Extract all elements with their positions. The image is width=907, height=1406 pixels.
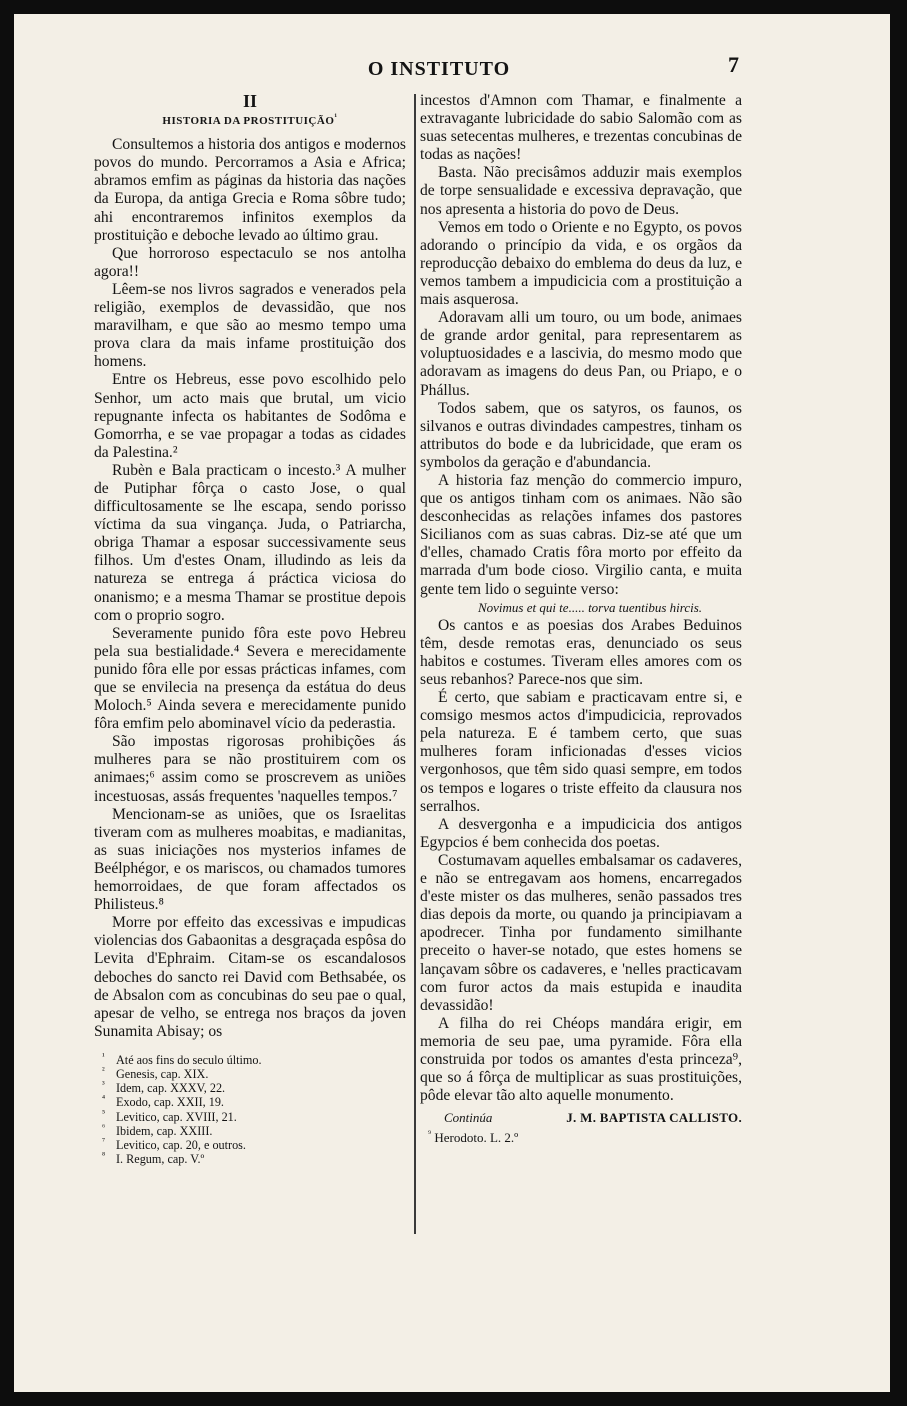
paragraph: A desvergonha e a impudicicia dos antigos Egypcios é bem conhecida dos poetas.	[420, 815, 742, 851]
footnote-text: Exodo, cap. XXII, 19.	[116, 1095, 224, 1110]
footnote-text: Levitico, cap. 20, e outros.	[116, 1138, 246, 1153]
paragraph: Rubèn e Bala practicam o incesto.³ A mulher de Putiphar fôrça o casto Jose, o qual difficultosamente se lhe escapa, sendo porisso víctima da sua vingança. Juda, o Patriarcha, obriga Thamar a esposar successivamente seus filhos. Um d'estes Onam, illudindo as leis da natureza se entrega á práctica viciosa do onanismo; e a mesma Thamar se prostitue depois com o proprio sogro.	[94, 461, 406, 624]
footnote: ⁸ I. Regum, cap. V.º	[102, 1150, 205, 1167]
paragraph: Todos sabem, que os satyros, os faunos, os silvanos e outras divindades campestres, tinham os attributos do bode e da lubricidade, que eram os symbolos da geração e d'abundancia.	[420, 399, 742, 471]
paragraph: Costumavam aquelles embalsamar os cadaveres, e não se entregavam aos homens, encarregados d'este mister os das mulheres, senão passados tres dias depois da morte, ou quando ja principiavam a apodrecer. Tinha por fundamento similhante preceito o haver-se notado, que estes homens se lançavam sôbre os cadaveres, e 'nelles practicavam com furor actos da mais estupida e inaudita devassidão!	[420, 851, 742, 1014]
paragraph: Adoravam alli um touro, ou um bode, animaes de grande ardor genital, para representarem as voluptuosidades e a lascivia, do mesmo modo que adoravam as imagens do deus Pan, ou Priapo, e o Phállus.	[420, 309, 742, 399]
paragraph: A filha do rei Chéops mandára erigir, em memoria de seu pae, uma pyramide. Fôra ella construida por todos os amantes d'esta princeza⁹, que so á fôrça de multiplicar as suas prostituições, pôde elevar tão alto aquelle monumento.	[420, 1014, 742, 1105]
signature-line	[420, 1109, 742, 1127]
paragraph: Entre os Hebreus, esse povo escolhido pelo Senhor, um acto mais que brutal, um vicio repugnante infecta os habitantes de Sodôma e Gomorrha, e se vae propagar a todas as cidades da Palestina.²	[94, 371, 406, 461]
left-column	[94, 92, 406, 1167]
footnote-text: I. Regum, cap. V.º	[116, 1152, 205, 1167]
footnote-text: Levitico, cap. XVIII, 21.	[116, 1109, 237, 1124]
footnote: ⁶ Ibidem, cap. XXIII.	[102, 1121, 213, 1138]
paragraph: São impostas rigorosas prohibições ás mulheres para se não prostituirem com os animaes;⁶ assim como se proscrevem as uniões incestuosas, assás frequentes 'naquelles tempos.⁷	[94, 733, 406, 805]
paragraph: Vemos em todo o Oriente e no Egypto, os povos adorando o princípio da vida, e os orgãos da reproducção debaixo do emblema do deus da luz, e vemos tambem a impudicicia com a prostituição a mais asquerosa.	[420, 218, 742, 309]
footnote-mark: ⁹	[428, 1129, 432, 1140]
section-title-footnote-mark: ¹	[334, 111, 338, 122]
paragraph: Os cantos e as poesias dos Arabes Beduinos têm, desde remotas eras, denunciado os seus habitos e costumes. Tiveram elles amores com os seus rebanhos? Parece-nos que sim.	[420, 616, 742, 688]
footnote-text: Genesis, cap. XIX.	[116, 1067, 209, 1082]
latin-verse: Novimus et qui te..... torva tuentibus hircis.	[477, 599, 703, 615]
footnote	[420, 1129, 742, 1147]
paragraph: Morre por effeito das excessivas e impudicas violencias dos Gabaonitas a desgraçada espôsa do Levita d'Ephraim. Citam-se os escandalosos deboches do sancto rei David com Bethsabée, os de Absalon com as concubinas do seu pae o qual, apesar de velho, se entrega nos braços da joven Sunamita Abisay; os	[94, 914, 406, 1040]
section-number: II	[242, 91, 257, 111]
paragraph: Consultemos a historia dos antigos e modernos povos do mundo. Percorramos a Asia e Africa; abramos emfim as páginas da historia das nações da Europa, da antiga Grecia e Roma sôbre tudo; ahi encontraremos infinitos exemplos da prostituição e deboche levado ao último grau.	[94, 136, 406, 244]
paragraph: A historia faz menção do commercio impuro, que os antigos tinham com os animaes. Não são desconhecidas as relações infames dos pastores Sicilianos com as suas cabras. Diz-se até que um d'elles, chamado Cratis fôra morto por effeito da marrada d'um bode cioso. Virgilio canta, e muita gente tem lido o seguinte verso:	[420, 471, 742, 598]
footnote: ⁵ Levitico, cap. XVIII, 21.	[102, 1107, 237, 1124]
footnote: ¹ Até aos fins do seculo último.	[102, 1050, 262, 1067]
footnote-text: Até aos fins do seculo último.	[116, 1052, 262, 1067]
paragraph: Basta. Não precisâmos adduzir mais exemplos de torpe sensualidade e excessiva depravação, que nos apresenta a historia do povo de Deus.	[420, 164, 742, 218]
page-number: 7	[728, 52, 739, 77]
footnote-text: Idem, cap. XXXV, 22.	[116, 1081, 226, 1096]
paragraph: É certo, que sabiam e practicavam entre si, e comsigo mesmos actos d'impudicicia, reprovados pela natureza. E é tambem certo, que suas mulheres foram inficionadas d'esses vicios vergonhosos, que têm sido quasi sempre, em todos os tempos e logares o triste effeito da clausura nos serralhos.	[420, 689, 742, 815]
footnotes	[94, 1050, 406, 1167]
footnote-text: Herodoto. L. 2.º	[434, 1130, 519, 1146]
section-title-text: HISTORIA DA PROSTITUIÇÃO	[162, 115, 335, 128]
author-signature: J. M. BAPTISTA CALLISTO.	[566, 1110, 742, 1126]
newspaper-page	[14, 14, 890, 1392]
footnote: ⁴ Exodo, cap. XXII, 19.	[102, 1093, 224, 1110]
page-title: O INSTITUTO	[367, 58, 511, 80]
right-column	[420, 92, 742, 1147]
paragraph: Lêem-se nos livros sagrados e venerados pela religião, exemplos de devassidão, que nos maravilham, e que são ao mesmo tempo uma prova clara da mais infame prostituição dos homens.	[94, 280, 406, 371]
paragraph: Mencionam-se as uniões, que os Israelitas tiveram com as mulheres moabitas, e madianitas, as suas iniciações nos mysterios infames de Beélphégor, e os mariscos, ou chamados tumores hemorroidaes, de que foram affectados os Philisteus.⁸	[94, 805, 406, 914]
continua-label: Continúa	[444, 1110, 493, 1126]
footnote: ² Genesis, cap. XIX.	[102, 1065, 209, 1082]
paragraph: Que horroroso espectaculo se nos antolha agora!!	[94, 244, 406, 280]
paragraph: Severamente punido fôra este povo Hebreu pela sua bestialidade.⁴ Severa e merecidamente punido fôra elle por essas prácticas infames, com que se envilecia na presença da estátua do deus Moloch.⁵ Ainda severa e merecidamente punido fôra emfim pelo abominavel vício da pederastia.	[94, 624, 406, 733]
section-title	[94, 112, 406, 130]
footnote-text: Ibidem, cap. XXIII.	[116, 1123, 213, 1138]
footnote: ⁷ Levitico, cap. 20, e outros.	[102, 1136, 246, 1153]
paragraph: incestos d'Amnon com Thamar, e finalmente a extravagante lubricidade do sabio Salomão com as suas setecentas mulheres, e trezentas concubinas de todas as nações!	[420, 92, 742, 164]
footnote: ³ Idem, cap. XXXV, 22.	[102, 1079, 226, 1096]
column-divider	[414, 94, 416, 1234]
